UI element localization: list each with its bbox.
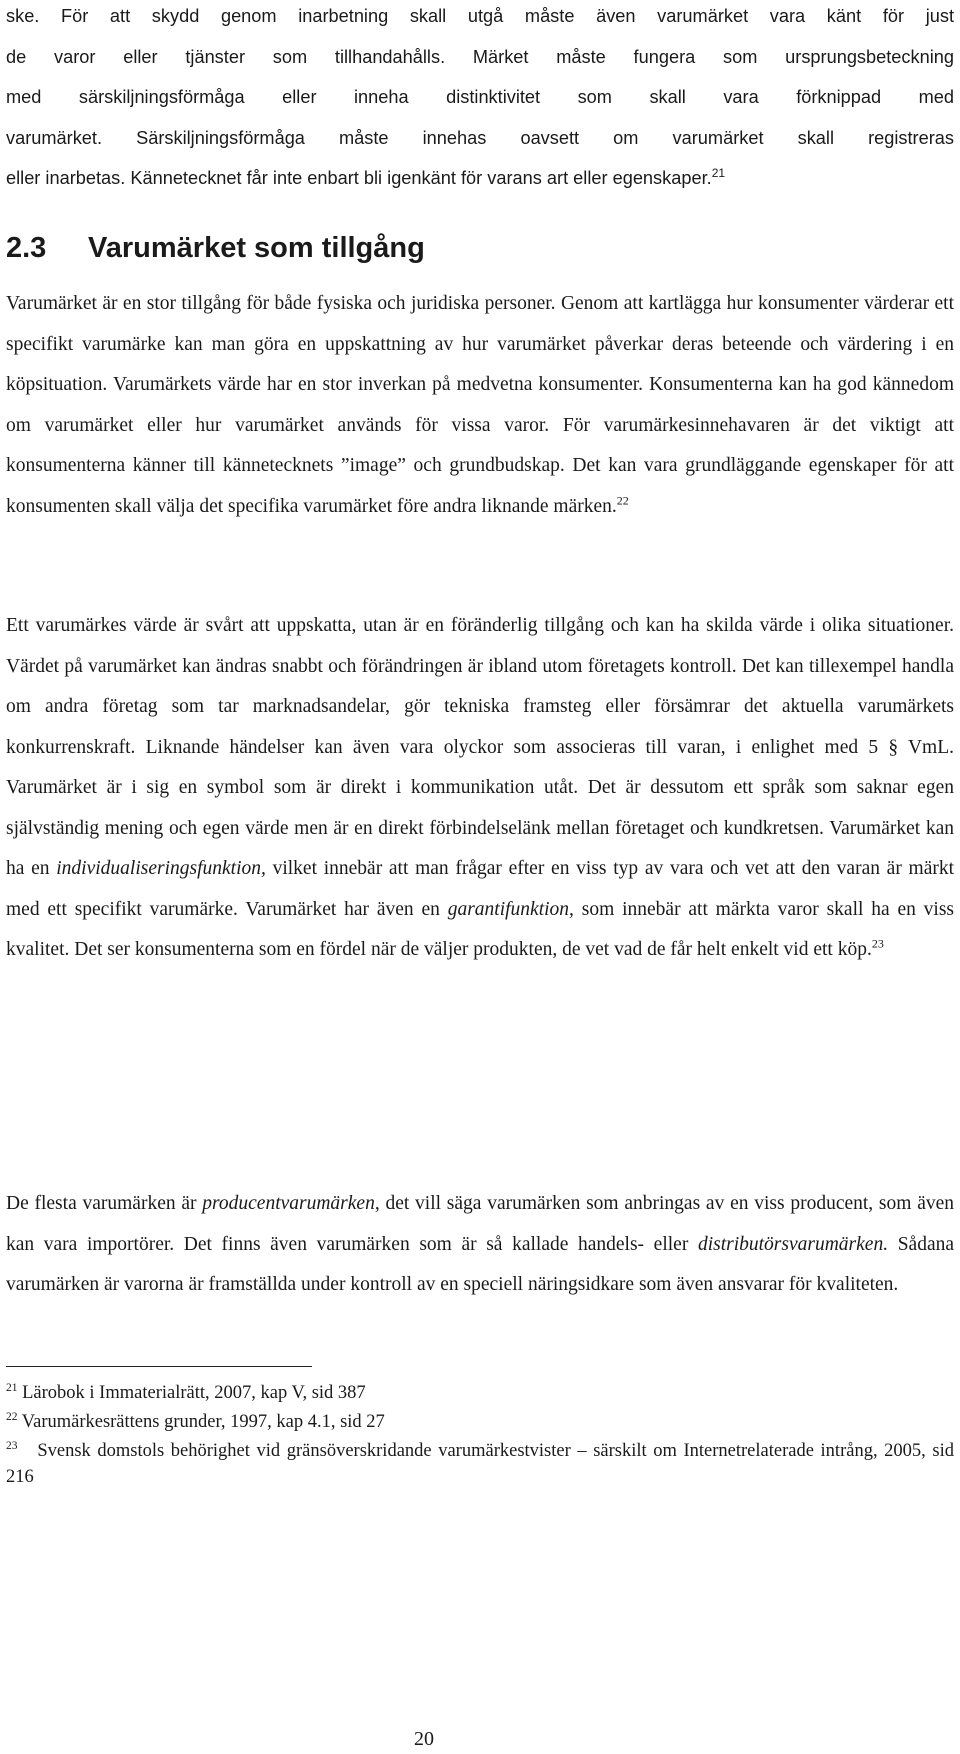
text-line: ske. För att skydd genom inarbetning skall utgå måste även varumärket vara känt för just: [6, 6, 954, 26]
footnotes: [6, 1380, 954, 1490]
paragraph-text: Ett varumärkes värde är svårt att uppskatta, utan är en föränderlig tillgång och kan ha skilda värde i olika situationer. Värdet på varumärket kan ändras snabbt och förändringen är ibland utom företagets kontroll. Det kan tillexempel handla om andra företag som tar marknadsandelar, gör tekniska framsteg eller försämrar det aktuella varumärkets konkurrenskraft. Liknande händelser kan även vara olyckor som associeras till varan, i enlighet med 5 § VmL. Varumärket är i sig en symbol som är direkt i kommunikation utåt. Det är dessutom ett språk som saknar egen självständig mening och egen värde men är en direkt förbindelselänk mellan företaget och kundkretsen. Varumärket kan ha en: [6, 615, 954, 879]
section-heading: [6, 232, 954, 265]
continuation-paragraph: [6, 0, 954, 199]
page-number: 20: [414, 1728, 434, 1750]
body-paragraph-1: [6, 284, 954, 527]
paragraph-text: som innebär att märkta varor skall ha en viss kvalitet. Det ser konsumenterna som en fördel när de väljer produkten, de vet vad de får helt enkelt vid ett: [6, 898, 955, 960]
paragraph-text: vilket innebär att man frågar efter en viss typ av vara och vet att den varan är märkt med ett specifikt varumärke. Varumärket har även en: [6, 858, 955, 920]
text-line-content: eller inarbetas. Kännetecknet får inte enbart bli igenkänt för varans art eller egenskaper.: [6, 168, 712, 188]
paragraph-text: Varumärket är en stor tillgång för både fysiska och juridiska personer. Genom att kartlägga hur konsumenter värderar ett specifikt varumärke kan man göra en uppskattning av hur varumärket påverkar deras beteende och värdering i en köpsituation. Varumärkets värde har en stor inverkan på medvetna konsumenter. Konsumenterna kan ha god kännedom om varumärket eller hur varumärket används för vissa varor. För varumärkesinnehavaren är det viktigt att konsumenterna känner till kännetecknets ”image” och grundbudskap. Det kan vara grundläggande egenskaper för att konsumenten skall välja det specifika varumärket före andra liknande märken.: [6, 293, 954, 517]
text-line: varumärket. Särskiljningsförmåga måste innehas oavsett om varumärket skall registreras: [6, 127, 954, 148]
footnote-text: Varumärkesrättens grunder, 1997, kap 4.1, sid 27: [21, 1412, 385, 1432]
paragraph-text: Sådana varumärken är varorna är framställda under kontroll av en speciell näringsidkare som även ansvarar för kvaliteten.: [6, 1233, 955, 1295]
italic-term: garantifunktion,: [447, 898, 574, 920]
section-number: 2.3: [6, 232, 47, 264]
footnote: [6, 1380, 954, 1406]
footnote-ref: 22: [616, 493, 629, 507]
text-line: de varor eller tjänster som tillhandahålls. Märket måste fungera som ursprungsbeteckning: [6, 46, 954, 67]
footnote-number: 22: [6, 1410, 18, 1423]
footnote-number: 23: [6, 1439, 18, 1452]
paragraph-text: De flesta varumärken är: [6, 1193, 197, 1214]
footnote: [6, 1438, 954, 1490]
italic-term: distributörsvarumärken.: [697, 1233, 889, 1255]
paragraph-text: , det vill säga varumärken som anbringas av en viss producent, som även kan vara importörer. Det finns även varumärken som är så kallade handels- eller: [6, 1193, 955, 1255]
italic-term: individualiseringsfunktion,: [56, 858, 266, 879]
footnote-text: Lärobok i Immaterialrätt, 2007, kap V, sid 387: [22, 1383, 366, 1403]
footnote-number: 21: [6, 1381, 18, 1394]
footnote-ref: 23: [871, 936, 884, 951]
paragraph-text: köp.: [837, 939, 872, 960]
footnote-separator: [6, 1366, 312, 1367]
italic-term: producentvarumärken: [202, 1193, 375, 1214]
section-title: Varumärket som tillgång: [88, 232, 425, 264]
body-paragraph-2: [6, 606, 954, 971]
text-line: med särskiljningsförmåga eller inneha distinktivitet som skall vara förknippad med: [6, 87, 954, 107]
footnote-text: Svensk domstols behörighet vid gränsöverskridande varumärkestvister – särskilt om Internetrelaterade intrång, 2005, sid 216: [6, 1441, 954, 1487]
footnote-ref: 21: [711, 165, 726, 180]
body-paragraph-3: [6, 1184, 954, 1306]
text-line: [6, 158, 954, 199]
footnote: [6, 1409, 954, 1435]
